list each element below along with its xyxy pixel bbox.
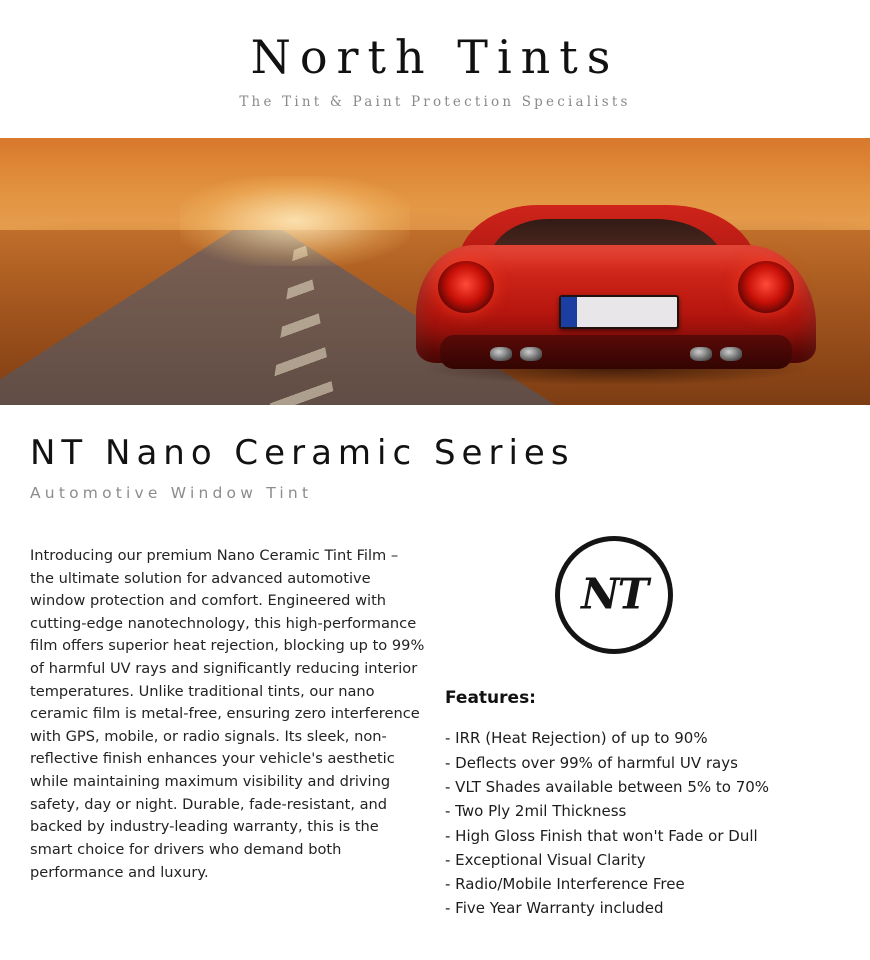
features-list [445,726,840,920]
car-exhaust [490,347,512,361]
car-taillight-right [738,261,794,313]
plate-eu-band [561,297,577,327]
list-item: - VLT Shades available between 5% to 70% [445,777,770,796]
car-licence-plate [559,295,679,329]
car-exhaust [520,347,542,361]
car-illustration [416,191,816,391]
list-item: - Radio/Mobile Interference Free [445,875,685,894]
nt-monogram-logo [555,536,673,654]
content-columns [30,530,840,920]
list-item: - IRR (Heat Rejection) of up to 90% [445,729,708,748]
product-subtitle: Automotive Window Tint [30,484,313,503]
hero-image [0,138,870,405]
description-column [30,530,445,920]
list-item: - Two Ply 2mil Thickness [445,802,627,821]
content-area [0,405,870,921]
brand-tagline: The Tint & Paint Protection Specialists [239,94,631,110]
brand-title: North Tints [250,30,620,84]
product-description: Introducing our premium Nano Ceramic Tint Film – the ultimate solution for advanced automotive window protection and comfort. Engineered with cutting-edge nanotechnology, this high-performance film offers superior heat rejection, blocking up to 99% of harmful UV rays and significantly reducing interior temperatures. Unlike traditional tints, our nano ceramic film is metal-free, ensuring zero interference with GPS, mobile, or radio signals. Its sleek, non-reflective finish enhances your vehicle's aesthetic while maintaining maximum visibility and driving safety, day or night. Durable, fade-resistant, and backed by industry-leading warranty, this is the smart choice for drivers who demand both performance and luxury. [30,546,425,881]
monogram-text: NT [581,569,647,619]
features-column [445,530,840,920]
car-exhaust [720,347,742,361]
features-heading: Features: [445,688,536,709]
list-item: - Deflects over 99% of harmful UV rays [445,753,738,772]
list-item: - Five Year Warranty included [445,899,664,918]
car-taillight-left [438,261,494,313]
list-item: - Exceptional Visual Clarity [445,850,646,869]
product-title: NT Nano Ceramic Series [30,433,575,473]
list-item: - High Gloss Finish that won't Fade or Dull [445,826,758,845]
page-header [0,0,870,138]
hero-sun-glow [180,176,410,266]
car-exhaust [690,347,712,361]
